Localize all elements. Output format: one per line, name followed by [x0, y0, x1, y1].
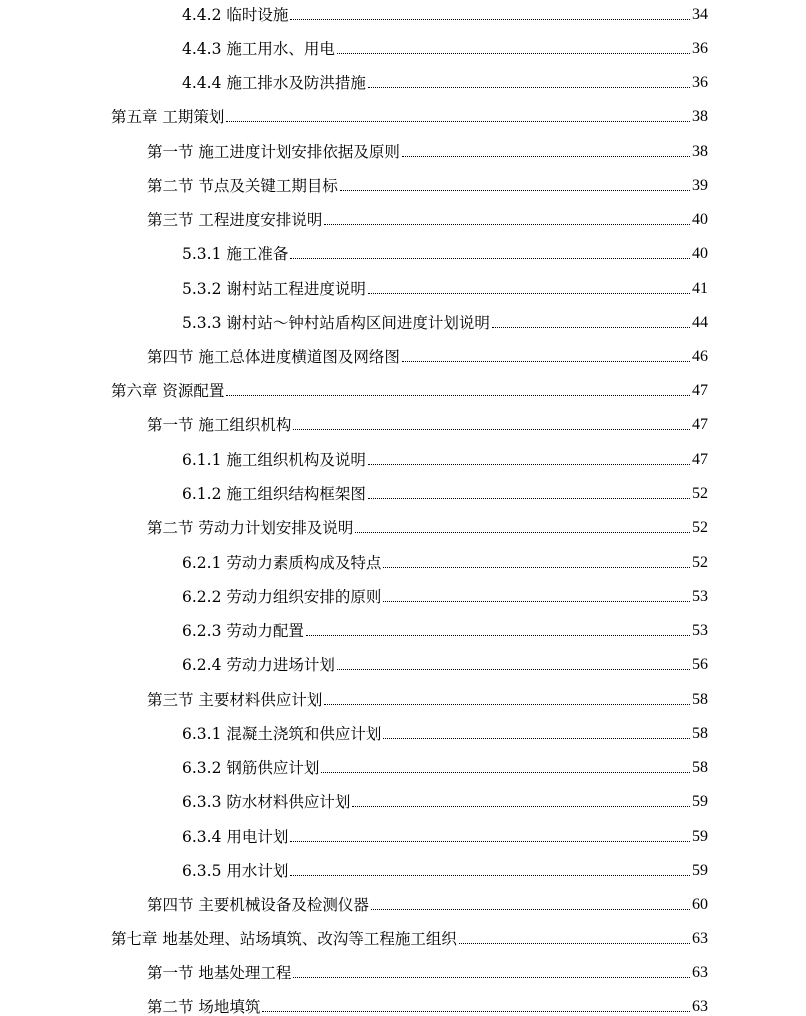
toc-entry-title: 第二节 劳动力计划安排及说明 [147, 519, 354, 537]
toc-entry[interactable] [147, 342, 708, 366]
toc-entry-title: 第七章 地基处理、站场填筑、改沟等工程施工组织 [111, 930, 457, 948]
toc-entry[interactable] [182, 239, 708, 263]
toc-entry-page: 47 [692, 451, 708, 468]
toc-dot-leader [368, 464, 690, 465]
toc-entry-page: 59 [692, 828, 708, 845]
toc-dot-leader [321, 772, 690, 773]
toc-dot-leader [226, 121, 690, 122]
toc-dot-leader [371, 909, 690, 910]
toc-entry[interactable] [182, 616, 708, 640]
toc-entry-page: 59 [692, 862, 708, 879]
toc-dot-leader [290, 258, 690, 259]
toc-entry-page: 47 [692, 382, 708, 399]
toc-dot-leader [383, 567, 690, 568]
toc-dot-leader [340, 190, 690, 191]
toc-entry-title: 6.2.1 劳动力素质构成及特点 [182, 554, 382, 572]
toc-dot-leader [492, 327, 690, 328]
toc-entry[interactable] [147, 410, 708, 434]
toc-entry-page: 58 [692, 691, 708, 708]
toc-dot-leader [459, 943, 690, 944]
toc-entry-page: 40 [692, 211, 708, 228]
toc-dot-leader [293, 977, 690, 978]
toc-entry-page: 53 [692, 622, 708, 639]
toc-entry[interactable] [182, 719, 708, 743]
toc-entry[interactable] [182, 479, 708, 503]
toc-entry-title: 4.4.3 施工用水、用电 [182, 40, 335, 58]
toc-entry[interactable] [182, 34, 708, 58]
toc-entry-page: 56 [692, 656, 708, 673]
toc-entry-page: 44 [692, 314, 708, 331]
toc-entry-title: 5.3.1 施工准备 [182, 245, 289, 263]
toc-entry-page: 41 [692, 280, 708, 297]
toc-entry-page: 39 [692, 177, 708, 194]
toc-entry-title: 第一节 地基处理工程 [147, 964, 292, 982]
toc-dot-leader [368, 87, 690, 88]
toc-entry-title: 6.3.2 钢筋供应计划 [182, 759, 320, 777]
toc-entry[interactable] [147, 890, 708, 914]
toc-entry-title: 第五章 工期策划 [111, 108, 225, 126]
toc-entry-page: 36 [692, 74, 708, 91]
toc-entry[interactable] [182, 548, 708, 572]
toc-entry[interactable] [147, 992, 708, 1016]
toc-entry[interactable] [147, 513, 708, 537]
toc-entry[interactable] [147, 137, 708, 161]
toc-entry-page: 58 [692, 759, 708, 776]
toc-entry[interactable] [147, 958, 708, 982]
toc-entry-title: 5.3.3 谢村站～钟村站盾构区间进度计划说明 [182, 314, 490, 332]
toc-entry-title: 6.2.4 劳动力进场计划 [182, 656, 335, 674]
toc-entry-page: 40 [692, 245, 708, 262]
toc-entry-title: 第二节 场地填筑 [147, 998, 261, 1016]
toc-entry[interactable] [111, 376, 708, 400]
toc-entry-page: 47 [692, 416, 708, 433]
toc-dot-leader [383, 738, 690, 739]
toc-entry-page: 60 [692, 896, 708, 913]
toc-dot-leader [293, 429, 690, 430]
toc-dot-leader [290, 875, 690, 876]
toc-entry-page: 52 [692, 485, 708, 502]
toc-entry[interactable] [182, 650, 708, 674]
toc-entry-title: 6.3.5 用水计划 [182, 862, 289, 880]
toc-entry-page: 38 [692, 108, 708, 125]
toc-entry-page: 36 [692, 40, 708, 57]
toc-entry-title: 6.2.2 劳动力组织安排的原则 [182, 588, 382, 606]
toc-dot-leader [290, 19, 690, 20]
toc-entry[interactable] [182, 308, 708, 332]
toc-entry-title: 6.3.4 用电计划 [182, 828, 289, 846]
toc-dot-leader [337, 53, 690, 54]
toc-entry-title: 第六章 资源配置 [111, 382, 225, 400]
toc-entry[interactable] [147, 205, 708, 229]
toc-dot-leader [383, 601, 690, 602]
toc-dot-leader [402, 361, 690, 362]
toc-entry-page: 46 [692, 348, 708, 365]
toc-dot-leader [262, 1011, 690, 1012]
toc-entry-title: 6.3.3 防水材料供应计划 [182, 793, 351, 811]
toc-entry-title: 第一节 施工组织机构 [147, 416, 292, 434]
toc-entry-title: 第三节 工程进度安排说明 [147, 211, 323, 229]
toc-entry-title: 5.3.2 谢村站工程进度说明 [182, 280, 366, 298]
toc-entry[interactable] [111, 924, 708, 948]
toc-entry-title: 6.1.2 施工组织结构框架图 [182, 485, 366, 503]
toc-entry-title: 第三节 主要材料供应计划 [147, 691, 323, 709]
toc-entry-title: 第一节 施工进度计划安排依据及原则 [147, 143, 400, 161]
toc-entry-page: 59 [692, 793, 708, 810]
toc-entry-title: 第四节 主要机械设备及检测仪器 [147, 896, 369, 914]
toc-entry-title: 第二节 节点及关键工期目标 [147, 177, 338, 195]
toc-dot-leader [355, 532, 690, 533]
toc-dot-leader [324, 224, 690, 225]
toc-dot-leader [337, 669, 690, 670]
toc-entry-title: 6.2.3 劳动力配置 [182, 622, 304, 640]
toc-dot-leader [324, 704, 690, 705]
toc-entry-title: 6.1.1 施工组织机构及说明 [182, 451, 366, 469]
toc-dot-leader [402, 156, 690, 157]
toc-dot-leader [352, 806, 690, 807]
toc-dot-leader [368, 498, 690, 499]
toc-dot-leader [290, 841, 690, 842]
toc-dot-leader [226, 395, 690, 396]
toc-entry-page: 63 [692, 930, 708, 947]
toc-entry[interactable] [182, 753, 708, 777]
toc-entry-page: 58 [692, 725, 708, 742]
toc-entry[interactable] [182, 822, 708, 846]
toc-entry-title: 6.3.1 混凝土浇筑和供应计划 [182, 725, 382, 743]
toc-entry[interactable] [182, 856, 708, 880]
toc-entry-page: 34 [692, 6, 708, 23]
toc-entry[interactable] [182, 0, 708, 24]
toc-entry-page: 63 [692, 964, 708, 981]
toc-entry[interactable] [182, 274, 708, 298]
toc-entry[interactable] [182, 68, 708, 92]
toc-dot-leader [306, 635, 690, 636]
toc-entry[interactable] [147, 685, 708, 709]
toc-entry-page: 52 [692, 519, 708, 536]
toc-entry-page: 38 [692, 143, 708, 160]
toc-entry[interactable] [111, 102, 708, 126]
toc-dot-leader [368, 293, 690, 294]
toc-entry-page: 52 [692, 554, 708, 571]
toc-entry-page: 53 [692, 588, 708, 605]
toc-entry[interactable] [182, 582, 708, 606]
toc-entry[interactable] [147, 171, 708, 195]
toc-entry-page: 63 [692, 998, 708, 1015]
toc-entry[interactable] [182, 787, 708, 811]
toc-entry[interactable] [182, 445, 708, 469]
toc-entry-title: 4.4.4 施工排水及防洪措施 [182, 74, 366, 92]
toc-entry-title: 第四节 施工总体进度横道图及网络图 [147, 348, 400, 366]
toc-entry-title: 4.4.2 临时设施 [182, 6, 289, 24]
